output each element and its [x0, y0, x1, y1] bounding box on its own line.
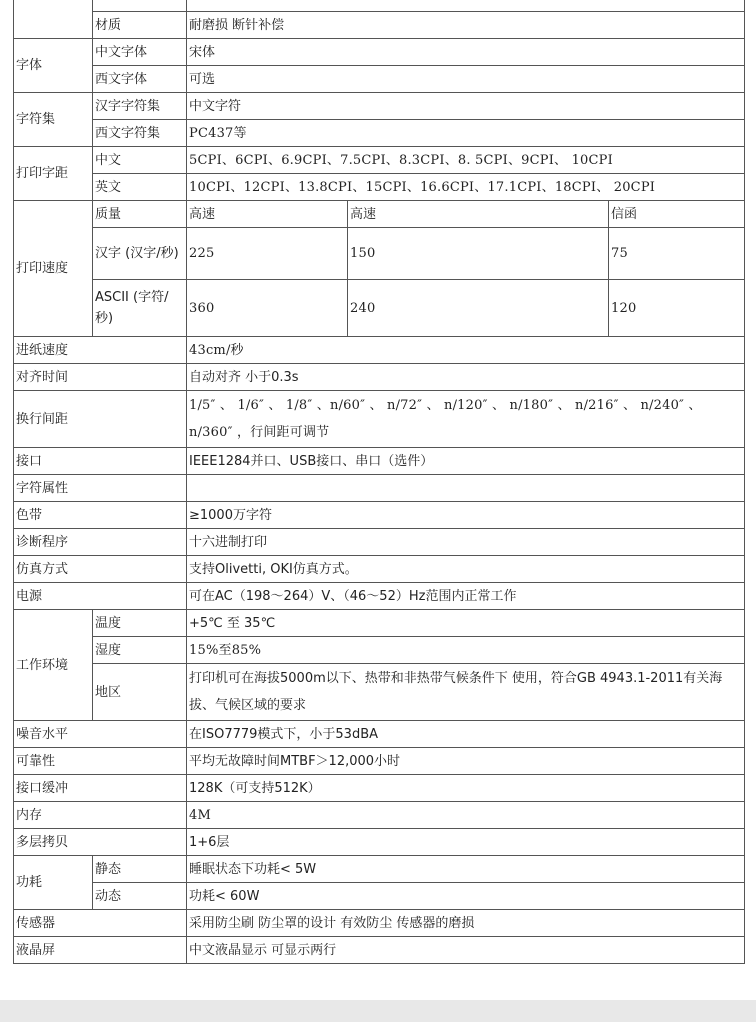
table-row-lcd [14, 937, 745, 964]
table-row-align-time [14, 364, 745, 391]
page-bottom-band [0, 1000, 756, 1022]
row-sub-label: 汉字字符集 [93, 93, 187, 120]
speed-col-high-1: 高速 [187, 201, 348, 228]
row-sub-label: 动态 [93, 883, 187, 910]
row-value: 5CPI、6CPI、6.9CPI、7.5CPI、8.3CPI、8. 5CPI、9CPI、 10CPI [187, 147, 745, 174]
row-value: ≥1000万字符 [187, 502, 745, 529]
table-row-speed-ascii [14, 280, 745, 337]
row-value: 中文字符 [187, 93, 745, 120]
row-value: 中文液晶显示 可显示两行 [187, 937, 745, 964]
row-label: 内存 [14, 802, 187, 829]
speed-col-letter: 信函 [609, 201, 745, 228]
speed-value: 360 [187, 280, 348, 337]
table-row-env-humidity [14, 637, 745, 664]
table-row-interface [14, 448, 745, 475]
row-label: 液晶屏 [14, 937, 187, 964]
row-label: 对齐时间 [14, 364, 187, 391]
row-label: 仿真方式 [14, 556, 187, 583]
table-row-line-spacing [14, 391, 745, 448]
row-label-speed: 打印速度 [14, 201, 93, 337]
row-label: 接口 [14, 448, 187, 475]
table-row-env-temp [14, 610, 745, 637]
row-value: 宋体 [187, 39, 745, 66]
row-value: +5℃ 至 35℃ [187, 610, 745, 637]
row-sub-label: 材质 [93, 12, 187, 39]
speed-value: 120 [609, 280, 745, 337]
row-label-font: 字体 [14, 39, 93, 93]
table-row-power [14, 583, 745, 610]
row-value: 打印机可在海拔5000m以下、热带和非热带气候条件下 使用，符合GB 4943.1-2011有关海拔、气候区域的要求 [187, 664, 745, 721]
row-label: 可靠性 [14, 748, 187, 775]
row-value: 耐磨损 断针补偿 [187, 12, 745, 39]
row-sub-label: 湿度 [93, 637, 187, 664]
row-sub-label: 中文 [93, 147, 187, 174]
row-label-charset: 字符集 [14, 93, 93, 147]
row-sub-label [93, 0, 187, 12]
row-value: 可在AC（198～264）V、（46～52）Hz范围内正常工作 [187, 583, 745, 610]
speed-value: 225 [187, 228, 348, 280]
row-label: 多层拷贝 [14, 829, 187, 856]
row-value: PC437等 [187, 120, 745, 147]
table-row-diagnostic [14, 529, 745, 556]
row-value: 平均无故障时间MTBF＞12,000小时 [187, 748, 745, 775]
row-label-pitch: 打印字距 [14, 147, 93, 201]
row-value: 43cm/秒 [187, 337, 745, 364]
table-row-consumption-dynamic [14, 883, 745, 910]
row-sub-label: ASCII (字符/秒) [93, 280, 187, 337]
speed-value: 75 [609, 228, 745, 280]
row-label-consumption: 功耗 [14, 856, 93, 910]
row-sub-label: 地区 [93, 664, 187, 721]
row-value: 1+6层 [187, 829, 745, 856]
table-row-top-partial [14, 0, 745, 12]
row-sub-label: 质量 [93, 201, 187, 228]
row-value: 采用防尘刷 防尘罩的设计 有效防尘 传感器的磨损 [187, 910, 745, 937]
row-value: 自动对齐 小于0.3s [187, 364, 745, 391]
table-row-buffer [14, 775, 745, 802]
table-row-reliability [14, 748, 745, 775]
row-value [187, 0, 745, 12]
row-label: 电源 [14, 583, 187, 610]
row-value: IEEE1284并口、USB接口、串口（选件） [187, 448, 745, 475]
row-value: 128K（可支持512K） [187, 775, 745, 802]
table-row-char-attr [14, 475, 745, 502]
table-row-consumption-static [14, 856, 745, 883]
table-row-emulation [14, 556, 745, 583]
table-row-charset-en [14, 120, 745, 147]
row-sub-label: 中文字体 [93, 39, 187, 66]
table-row-feed-speed [14, 337, 745, 364]
row-sub-label: 静态 [93, 856, 187, 883]
table-row-noise [14, 721, 745, 748]
row-value: 支持Olivetti, OKI仿真方式。 [187, 556, 745, 583]
table-row-material [14, 12, 745, 39]
row-value: 十六进制打印 [187, 529, 745, 556]
speed-col-high-2: 高速 [348, 201, 609, 228]
table-row-copies [14, 829, 745, 856]
table-row-font-en [14, 66, 745, 93]
row-value [187, 475, 745, 502]
row-value: 睡眠状态下功耗< 5W [187, 856, 745, 883]
row-value: 1/5″ 、 1/6″ 、 1/8″ 、n/60″ 、 n/72″ 、 n/120″ 、 n/180″ 、 n/216″ 、 n/240″ 、 n/360″ ，行间距可调节 [187, 391, 745, 448]
row-label-environment: 工作环境 [14, 610, 93, 721]
row-label: 传感器 [14, 910, 187, 937]
speed-value: 150 [348, 228, 609, 280]
row-value: 可选 [187, 66, 745, 93]
row-value: 在ISO7779模式下，小于53dBA [187, 721, 745, 748]
row-sub-label: 英文 [93, 174, 187, 201]
row-label [14, 0, 93, 39]
table-row-speed-header [14, 201, 745, 228]
table-row-charset-cn [14, 93, 745, 120]
row-label: 字符属性 [14, 475, 187, 502]
speed-value: 240 [348, 280, 609, 337]
table-row-sensor [14, 910, 745, 937]
row-value: 4M [187, 802, 745, 829]
row-label: 噪音水平 [14, 721, 187, 748]
row-label: 诊断程序 [14, 529, 187, 556]
row-sub-label: 西文字符集 [93, 120, 187, 147]
row-label: 接口缓冲 [14, 775, 187, 802]
table-row-pitch-en [14, 174, 745, 201]
row-sub-label: 汉字 (汉字/秒) [93, 228, 187, 280]
row-value: 10CPI、12CPI、13.8CPI、15CPI、16.6CPI、17.1CPI、18CPI、 20CPI [187, 174, 745, 201]
spec-table [13, 0, 745, 964]
table-row-pitch-cn [14, 147, 745, 174]
table-row-env-region [14, 664, 745, 721]
row-value: 15%至85% [187, 637, 745, 664]
table-row-memory [14, 802, 745, 829]
row-label: 换行间距 [14, 391, 187, 448]
row-sub-label: 西文字体 [93, 66, 187, 93]
row-value: 功耗< 60W [187, 883, 745, 910]
table-row-ribbon [14, 502, 745, 529]
row-sub-label: 温度 [93, 610, 187, 637]
table-row-font-cn [14, 39, 745, 66]
table-row-speed-hanzi [14, 228, 745, 280]
row-label: 进纸速度 [14, 337, 187, 364]
row-label: 色带 [14, 502, 187, 529]
